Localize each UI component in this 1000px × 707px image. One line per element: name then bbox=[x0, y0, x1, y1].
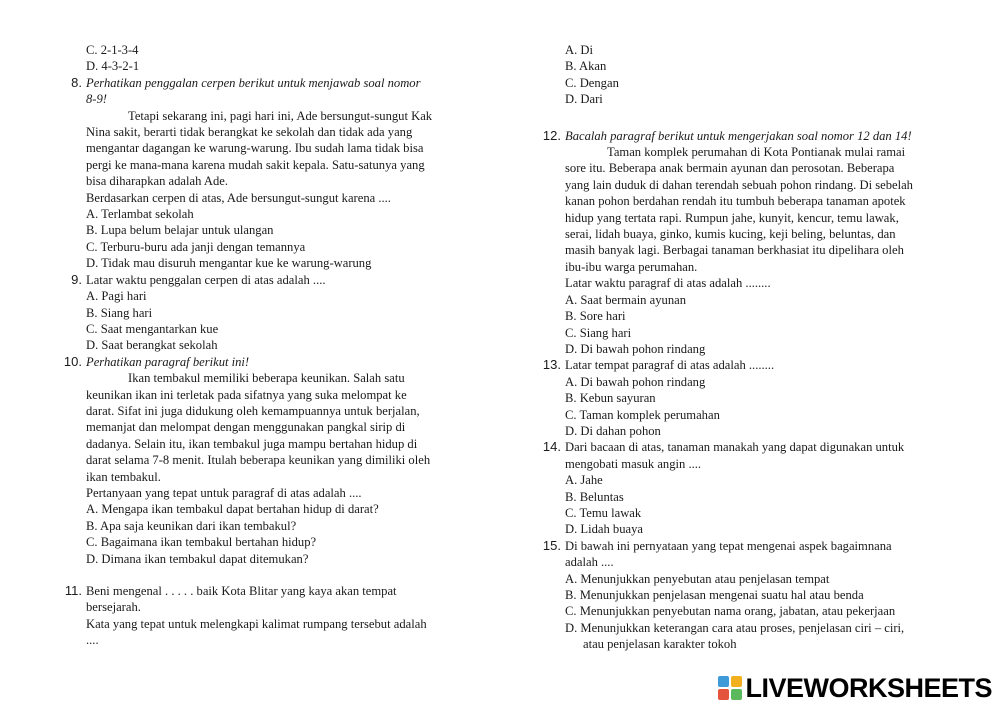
question-number: 13. bbox=[542, 357, 561, 373]
question-number: 12. bbox=[542, 127, 561, 143]
passage-line: hidup yang tertata rapi. Rumpun jahe, kunyit, kencur, temu lawak, bbox=[565, 210, 899, 225]
passage-line: memanjat dan melompat dengan menggunakan pangkal sirip di bbox=[86, 420, 406, 435]
option-c: C. Bagaimana ikan tembakul bertahan hidup? bbox=[86, 535, 317, 550]
question-text: Latar waktu paragraf di atas adalah ........ bbox=[565, 276, 771, 291]
question-10 bbox=[63, 353, 480, 567]
passage-line: Nina sakit, berarti tidak berangkat ke sekolah dan tidak ada yang bbox=[86, 125, 413, 140]
option-d: D. Saat berangkat sekolah bbox=[86, 338, 218, 353]
option-d: D. Tidak mau disuruh mengantar kue ke warung-warung bbox=[86, 256, 372, 271]
passage-line: mengantar dagangan ke warung-warung. Ibu sudah lama tidak bisa bbox=[86, 141, 424, 156]
option-d: D. Menunjukkan keterangan cara atau proses, penjelasan ciri – ciri, bbox=[565, 620, 905, 635]
question-8 bbox=[71, 74, 480, 272]
passage-line: Ikan tembakul memiliki beberapa keunikan. Salah satu bbox=[128, 371, 405, 386]
option-a: A. Menunjukkan penyebutan atau penjelasan tempat bbox=[565, 571, 830, 586]
option-c: C. Saat mengantarkan kue bbox=[86, 321, 219, 336]
option-b: B. Apa saja keunikan dari ikan tembakul? bbox=[86, 518, 297, 533]
logo-square-1 bbox=[718, 676, 729, 687]
liveworksheets-logo-icon bbox=[717, 675, 743, 701]
question-number: 10. bbox=[63, 353, 82, 369]
option-c: C. Terburu-buru ada janji dengan temannya bbox=[86, 239, 306, 254]
question-14 bbox=[542, 439, 959, 537]
question-text: Di bawah ini pernyataan yang tepat mengenai aspek bagaimnana bbox=[565, 538, 892, 553]
option-d: D. Dari bbox=[565, 92, 603, 107]
option-b: B. Siang hari bbox=[86, 305, 153, 320]
question-13 bbox=[542, 357, 959, 439]
option-a: A. Di bawah pohon rindang bbox=[565, 374, 706, 389]
option-a: A. Di bbox=[565, 43, 593, 57]
passage-line: dadanya. Selain itu, ikan tembakul juga mampu bertahan hidup di bbox=[86, 436, 418, 451]
question-instruction: Bacalah paragraf berikut untuk mengerjakan soal nomor 12 dan 14! bbox=[565, 128, 912, 143]
option-b: B. Kebun sayuran bbox=[565, 391, 656, 406]
question-instruction: Perhatikan penggalan cerpen berikut untuk menjawab soal nomor bbox=[86, 75, 421, 90]
option-b: B. Menunjukkan penjelasan mengenai suatu hal atau benda bbox=[565, 588, 864, 602]
passage-line: darat selama 7-8 menit. Itulah beberapa keunikan yang dimiliki oleh bbox=[86, 453, 431, 468]
question-text: Latar waktu penggalan cerpen di atas adalah .... bbox=[86, 272, 326, 287]
passage-line: masih banyak lagi. Berbagai tanaman berkhasiat itu dipelihara oleh bbox=[565, 243, 904, 258]
passage-line: pergi ke mana-mana karena mudah sakit kepala. Satu-satunya yang bbox=[86, 157, 425, 172]
question-number: 8. bbox=[71, 74, 82, 90]
question-text: bersejarah. bbox=[86, 600, 141, 615]
passage-line: darat. Sifat ini juga didukung oleh kemampuannya untuk berjalan, bbox=[86, 403, 420, 418]
option-d-continuation: atau penjelasan karakter tokoh bbox=[583, 637, 737, 652]
question-instruction: Perhatikan paragraf berikut ini! bbox=[86, 354, 250, 369]
passage-line: kanan pohon berdahan rendah itu tumbuh beberapa tanaman apotek bbox=[565, 194, 906, 209]
passage-line: Tetapi sekarang ini, pagi hari ini, Ade bersungut-sungut Kak bbox=[128, 108, 433, 123]
option-a: A. Terlambat sekolah bbox=[86, 207, 194, 222]
option-c: C. Temu lawak bbox=[565, 505, 642, 520]
left-column bbox=[63, 42, 480, 649]
question-text: mengobati masuk angin .... bbox=[565, 456, 702, 471]
option-d: D. 4-3-2-1 bbox=[86, 59, 140, 74]
logo-square-4 bbox=[731, 689, 742, 700]
question-text: Dari bacaan di atas, tanaman manakah yang dapat digunakan untuk bbox=[565, 440, 905, 455]
option-d: D. Di bawah pohon rindang bbox=[565, 341, 706, 356]
option-c: C. Taman komplek perumahan bbox=[565, 407, 720, 422]
question-11 bbox=[64, 583, 480, 649]
question-text: adalah .... bbox=[565, 555, 614, 570]
option-d: D. Dimana ikan tembakul dapat ditemukan? bbox=[86, 551, 309, 566]
question-15 bbox=[542, 537, 959, 653]
option-a: A. Saat bermain ayunan bbox=[565, 292, 686, 307]
question-text: Berdasarkan cerpen di atas, Ade bersungut-sungut karena .... bbox=[86, 190, 391, 205]
logo-square-3 bbox=[718, 689, 729, 700]
passage-line: serai, lidah buaya, ginko, kumis kucing, keji beling, beluntas, dan bbox=[565, 227, 896, 242]
question-number: 9. bbox=[71, 271, 82, 287]
passage-line: ikan tembakul. bbox=[86, 469, 161, 484]
option-c: C. Menunjukkan penyebutan nama orang, jabatan, atau pekerjaan bbox=[565, 604, 896, 619]
option-c: C. 2-1-3-4 bbox=[86, 43, 139, 57]
question-number: 15. bbox=[542, 537, 561, 553]
question-text: Kata yang tepat untuk melengkapi kalimat rumpang tersebut adalah bbox=[86, 616, 427, 631]
option-a: A. Mengapa ikan tembakul dapat bertahan hidup di darat? bbox=[86, 502, 379, 517]
option-a: A. Pagi hari bbox=[86, 289, 147, 304]
question-number: 14. bbox=[542, 439, 561, 455]
question-text: Beni mengenal . . . . . baik Kota Blitar yang kaya akan tempat bbox=[86, 584, 397, 598]
option-d: D. Lidah buaya bbox=[565, 522, 643, 537]
option-b: B. Akan bbox=[565, 59, 607, 74]
passage-line: sore itu. Beberapa anak bermain ayunan dan perosotan. Beberapa bbox=[565, 161, 895, 176]
question-number: 11. bbox=[64, 583, 82, 598]
option-c: C. Siang hari bbox=[565, 325, 632, 340]
question-instruction: 8-9! bbox=[86, 92, 107, 107]
passage-line: ibu-ibu warga perumahan. bbox=[565, 259, 698, 274]
question-text: Pertanyaan yang tepat untuk paragraf di atas adalah .... bbox=[86, 485, 362, 500]
passage-line: Taman komplek perumahan di Kota Pontianak mulai ramai bbox=[607, 145, 906, 160]
passage-line: yang lain duduk di dahan terendah sebuah pohon rindang. Di sebelah bbox=[565, 177, 913, 192]
option-c: C. Dengan bbox=[565, 75, 619, 90]
question-9 bbox=[71, 271, 480, 354]
liveworksheets-logo[interactable] bbox=[717, 675, 992, 701]
question-12 bbox=[542, 127, 959, 358]
option-d: D. Di dahan pohon bbox=[565, 423, 661, 438]
option-b: B. Lupa belum belajar untuk ulangan bbox=[86, 223, 274, 238]
option-a: A. Jahe bbox=[565, 473, 603, 488]
logo-text: LIVEWORKSHEETS bbox=[745, 673, 992, 703]
passage-line: keunikan ikan ini terletak pada sifatnya yang suka melompat ke bbox=[86, 387, 407, 402]
right-column bbox=[542, 42, 959, 653]
logo-square-2 bbox=[731, 676, 742, 687]
question-text: .... bbox=[86, 633, 99, 648]
question-text: Latar tempat paragraf di atas adalah ........ bbox=[565, 358, 775, 373]
passage-line: bisa diharapkan adalah Ade. bbox=[86, 174, 228, 189]
spacer bbox=[86, 567, 480, 583]
option-b: B. Beluntas bbox=[565, 489, 624, 504]
option-b: B. Sore hari bbox=[565, 309, 626, 324]
